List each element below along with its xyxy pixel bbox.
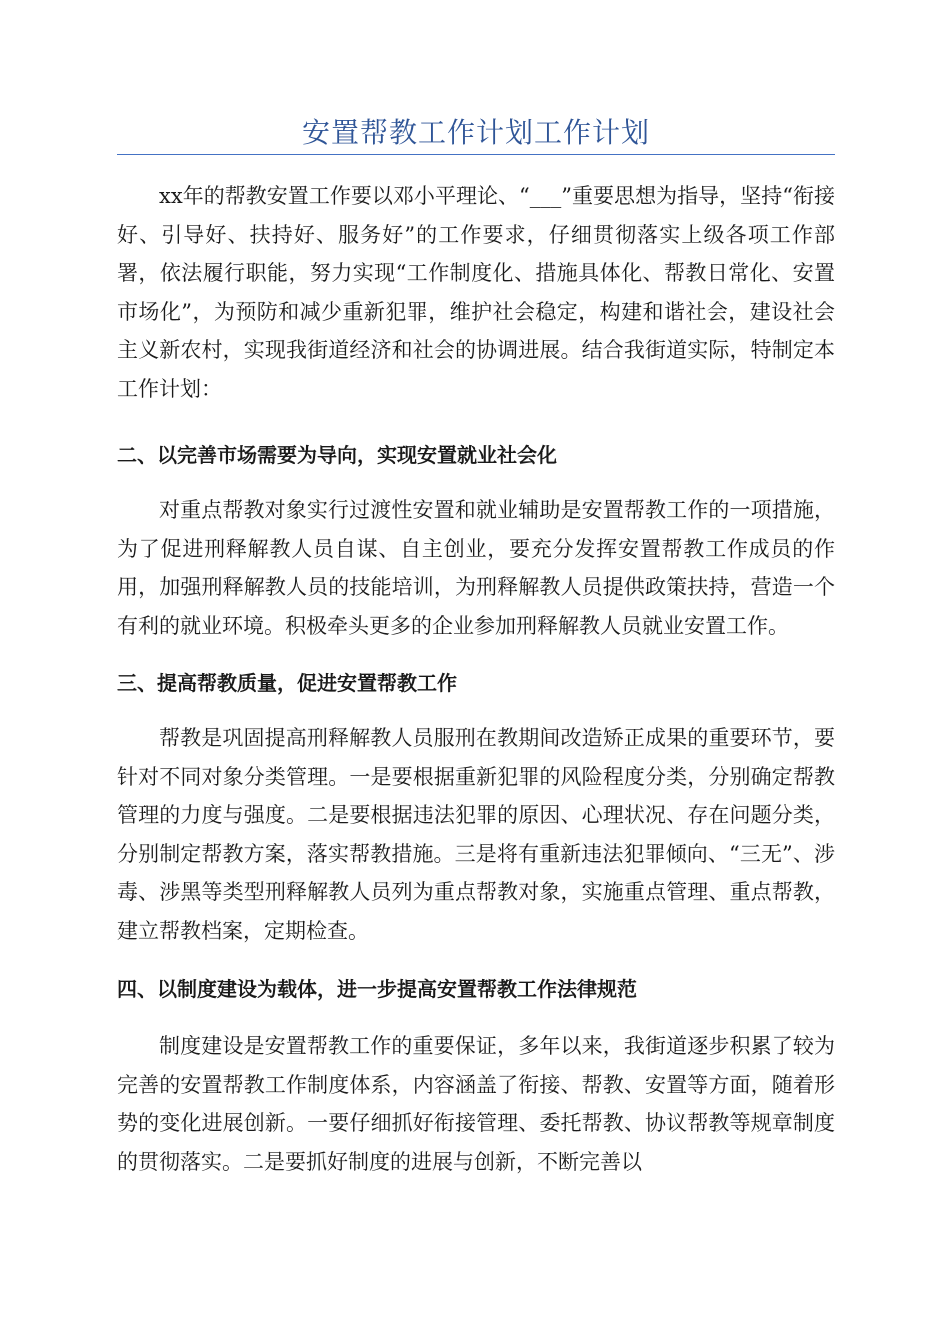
section-paragraph-4: 制度建设是安置帮教工作的重要保证，多年以来，我街道逐步积累了较为完善的安置帮教工作制度体系，内容涵盖了衔接、帮教、安置等方面，随着形势的变化进展创新。一要仔细抓好衔接管理、委托帮教、协议帮教等规章制度的贯彻落实。二是要抓好制度的进展与创新，不断完善以 xyxy=(117,1034,835,1174)
section-heading-2: 二、以完善市场需要为导向，实现安置就业社会化 xyxy=(117,443,557,467)
document-page xyxy=(117,0,835,1181)
section-heading-3: 三、提高帮教质量，促进安置帮教工作 xyxy=(117,671,457,695)
section-paragraph-2: 对重点帮教对象实行过渡性安置和就业辅助是安置帮教工作的一项措施，为了促进刑释解教人员自谋、自主创业，要充分发挥安置帮教工作成员的作用，加强刑释解教人员的技能培训，为刑释解教人员提供政策扶持，营造一个有利的就业环境。积极牵头更多的企业参加刑释解教人员就业安置工作。 xyxy=(117,498,835,638)
section-paragraph-3: 帮教是巩固提高刑释解教人员服刑在教期间改造矫正成果的重要环节，要针对不同对象分类管理。一是要根据重新犯罪的风险程度分类，分别确定帮教管理的力度与强度。二是要根据违法犯罪的原因、心理状况、存在问题分类，分别制定帮教方案，落实帮教措施。三是将有重新违法犯罪倾向、“三无”、涉毒、涉黑等类型刑释解教人员列为重点帮教对象，实施重点管理、重点帮教，建立帮教档案，定期检查。 xyxy=(117,726,835,943)
title-underline xyxy=(117,154,835,155)
section-heading-4: 四、以制度建设为载体，进一步提高安置帮教工作法律规范 xyxy=(117,977,637,1001)
intro-paragraph: xx年的帮教安置工作要以邓小平理论、“___”重要思想为指导，坚持“衔接好、引导好、扶持好、服务好”的工作要求，仔细贯彻落实上级各项工作部署，依法履行职能，努力实现“工作制度化、措施具体化、帮教日常化、安置市场化”，为预防和减少重新犯罪，维护社会稳定，构建和谐社会，建设社会主义新农村，实现我街道经济和社会的协调进展。结合我街道实际，特制定本工作计划： xyxy=(117,184,835,401)
document-title: 安置帮教工作计划工作计划 xyxy=(301,116,650,149)
